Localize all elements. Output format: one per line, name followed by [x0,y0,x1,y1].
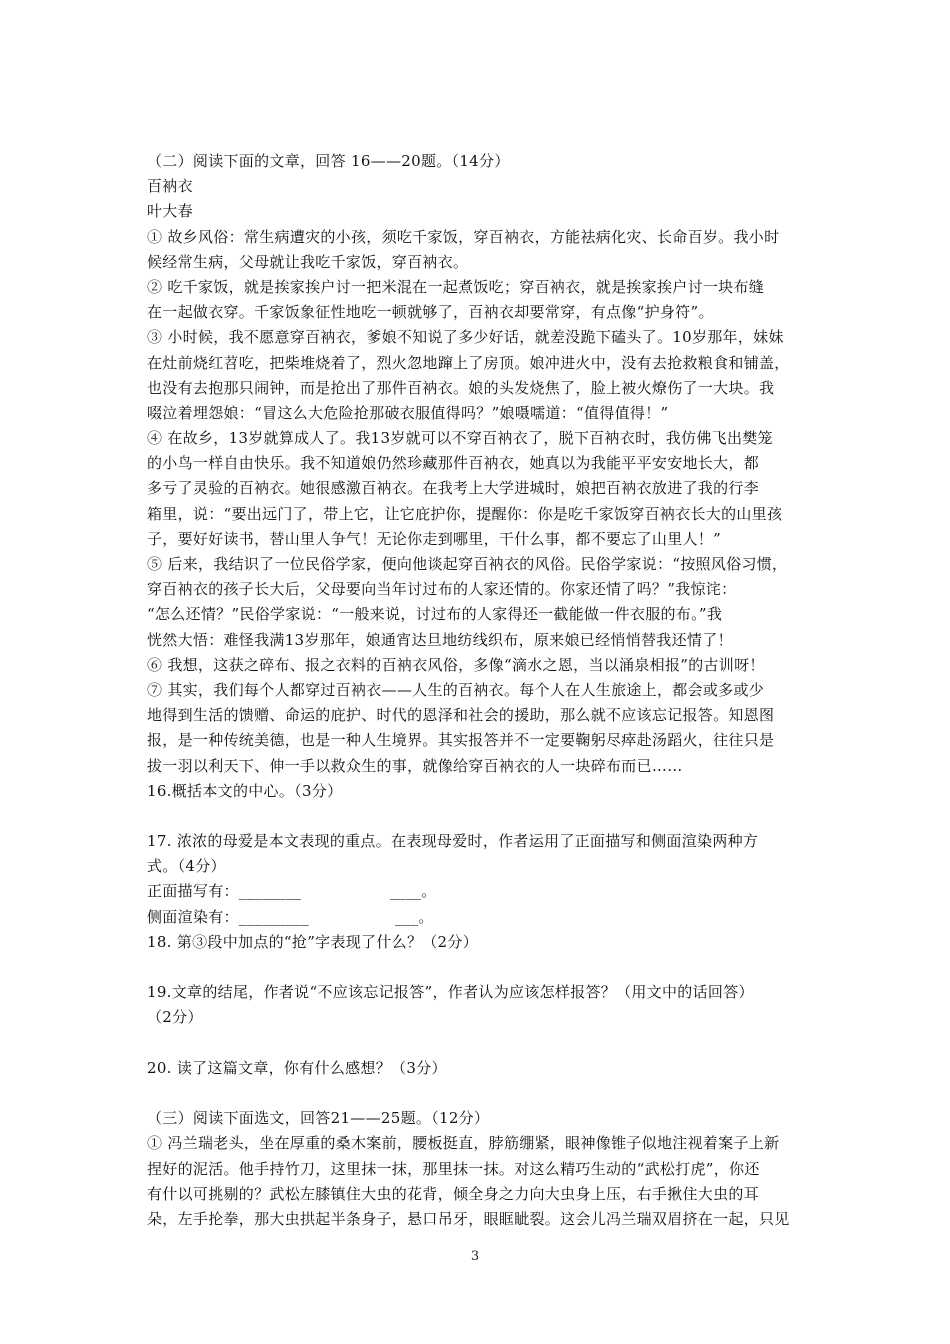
question-16: 16.概括本文的中心。（3分） [147,781,343,800]
article-line: ⑤ 后来，我结识了一位民俗学家，便向他谈起穿百衲衣的风俗。民俗学家说：“按照风俗习惯， [147,555,788,573]
article-line: ① 故乡风俗：常生病遭灾的小孩，须吃千家饭，穿百衲衣，方能祛病化灾、长命百岁。我小时 [147,227,780,246]
q17-side-fill [147,905,815,930]
article-line: ③ 小时候，我不愿意穿百衲衣，爹娘不知说了多少好话，就差没跪下磕头了。10岁那年，妹妹 [147,328,784,347]
article-line: 也没有去抱那只闹钟，而是抢出了那件百衲衣。娘的头发烧焦了，脸上被火燎伤了一大块。我 [147,378,775,397]
question-17-cont: 式。（4分） [147,857,226,876]
q17-front-label: 正面描写有：________ [147,882,302,901]
article-line: 啜泣着埋怨娘：“冒这么大危险抢那破衣服值得吗？”娘嗫嚅道：“值得值得！” [147,403,669,422]
passage-line: 捏好的泥活。他手持竹刀，这里抹一抹，那里抹一抹。对这么精巧生动的“武松打虎”，你还 [147,1159,760,1178]
question-19-cont: （2分） [147,1008,203,1027]
section-2-header: （二）阅读下面的文章，回答 16——20题。（14分） [147,152,510,170]
answer-space [147,1081,815,1106]
q17-side-end: ___。 [395,907,434,926]
q17-front-end: ____。 [390,882,437,901]
article-line: 地得到生活的馈赠、命运的庇护、时代的恩泽和社会的援助，那么就不应该忘记报答。知恩图 [147,706,775,725]
article-line: “怎么还情？”民俗学家说：“一般来说，讨过布的人家得还一截能做一件衣服的布。”我 [147,605,723,624]
question-20: 20. 读了这篇文章，你有什么感想？（3分） [147,1058,447,1077]
question-19: 19.文章的结尾，作者说“不应该忘记报答”，作者认为应该怎样报答？（用文中的话回答） [147,983,754,1002]
answer-space [147,1031,815,1056]
q17-side-label: 侧面渲染有：_________ [147,907,310,926]
page-content [147,149,815,1232]
article-line: 候经常生病，父母就让我吃千家饭，穿百衲衣。 [147,252,469,271]
article-line: 恍然大悟：难怪我满13岁那年，娘通宵达旦地纺线织布，原来娘已经悄悄替我还情了！ [147,630,733,649]
article-line: 的小鸟一样自由快乐。我不知道娘仍然珍藏那件百衲衣，她真以为我能平平安安地长大，都 [147,454,760,473]
article-line: 箱里，说：“要出远门了，带上它，让它庇护你，提醒你：你是吃千家饭穿百衲衣长大的山里孩 [147,504,783,523]
answer-space [147,804,815,829]
article-line: ② 吃千家饭，就是挨家挨户讨一把米混在一起煮饭吃；穿百衲衣，就是挨家挨户讨一块布缝 [147,277,765,296]
article-author: 叶大春 [147,202,193,221]
article-title: 百衲衣 [147,177,193,196]
section-3-header: （三）阅读下面选文，回答21——25题。（12分） [147,1109,490,1128]
article-line: 子，要好好读书，替山里人争气！无论你走到哪里，干什么事，都不要忘了山里人！” [147,529,722,548]
article-line: ⑦ 其实，我们每个人都穿过百衲衣——人生的百衲衣。每个人在人生旅途上，都会或多或少 [147,680,765,699]
article-line: ④ 在故乡，13岁就算成人了。我13岁就可以不穿百衲衣了，脱下百衲衣时，我仿佛飞出樊笼 [147,429,773,448]
article-line: 穿百衲衣的孩子长大后，父母要向当年讨过布的人家还情的。你家还情了吗？”我惊诧： [147,580,737,599]
article-line: 多亏了灵验的百衲衣。她很感激百衲衣。在我考上大学进城时，娘把百衲衣放进了我的行李 [147,479,760,498]
article-line: ⑥ 我想，这获之碎布、报之衣料的百衲衣风俗，多像“滴水之恩，当以涌泉相报”的古训呀！ [147,655,765,674]
passage-line: 朵，左手抡拳，那大虫拱起半条身子，悬口吊牙，眼眶眦裂。这会儿冯兰瑞双眉挤在一起，只见 [147,1209,790,1228]
passage-line: 有什以可挑剔的？武松左膝镇住大虫的花背，倾全身之力向大虫身上压，右手揪住大虫的耳 [147,1184,760,1203]
page-number: 3 [470,1249,480,1264]
question-17: 17. 浓浓的母爱是本文表现的重点。在表现母爱时，作者运用了正面描写和侧面渲染两种方 [147,832,759,851]
article-line: 在灶前烧红苕吃，把柴堆烧着了，烈火忽地蹿上了房顶。娘冲进火中，没有去抢救粮食和铺盖， [147,353,790,372]
answer-space [147,955,815,980]
passage-line: ① 冯兰瑞老头，坐在厚重的桑木案前，腰板挺直，脖筋绷紧，眼神像锥子似地注视着案子上新 [147,1134,780,1153]
article-line: 拔一羽以利天下、伸一手以救众生的事，就像给穿百衲衣的人一块碎布而已…… [147,756,683,775]
q17-front-fill [147,879,815,904]
article-line: 在一起做衣穿。千家饭象征性地吃一顿就够了，百衲衣却要常穿，有点像“护身符”。 [147,303,714,322]
article-line: 报，是一种传统美德，也是一种人生境界。其实报答并不一定要鞠躬尽瘁赴汤蹈火，往往只是 [147,731,775,750]
question-18: 18. 第③段中加点的“抢”字表现了什么？（2分） [147,932,479,951]
